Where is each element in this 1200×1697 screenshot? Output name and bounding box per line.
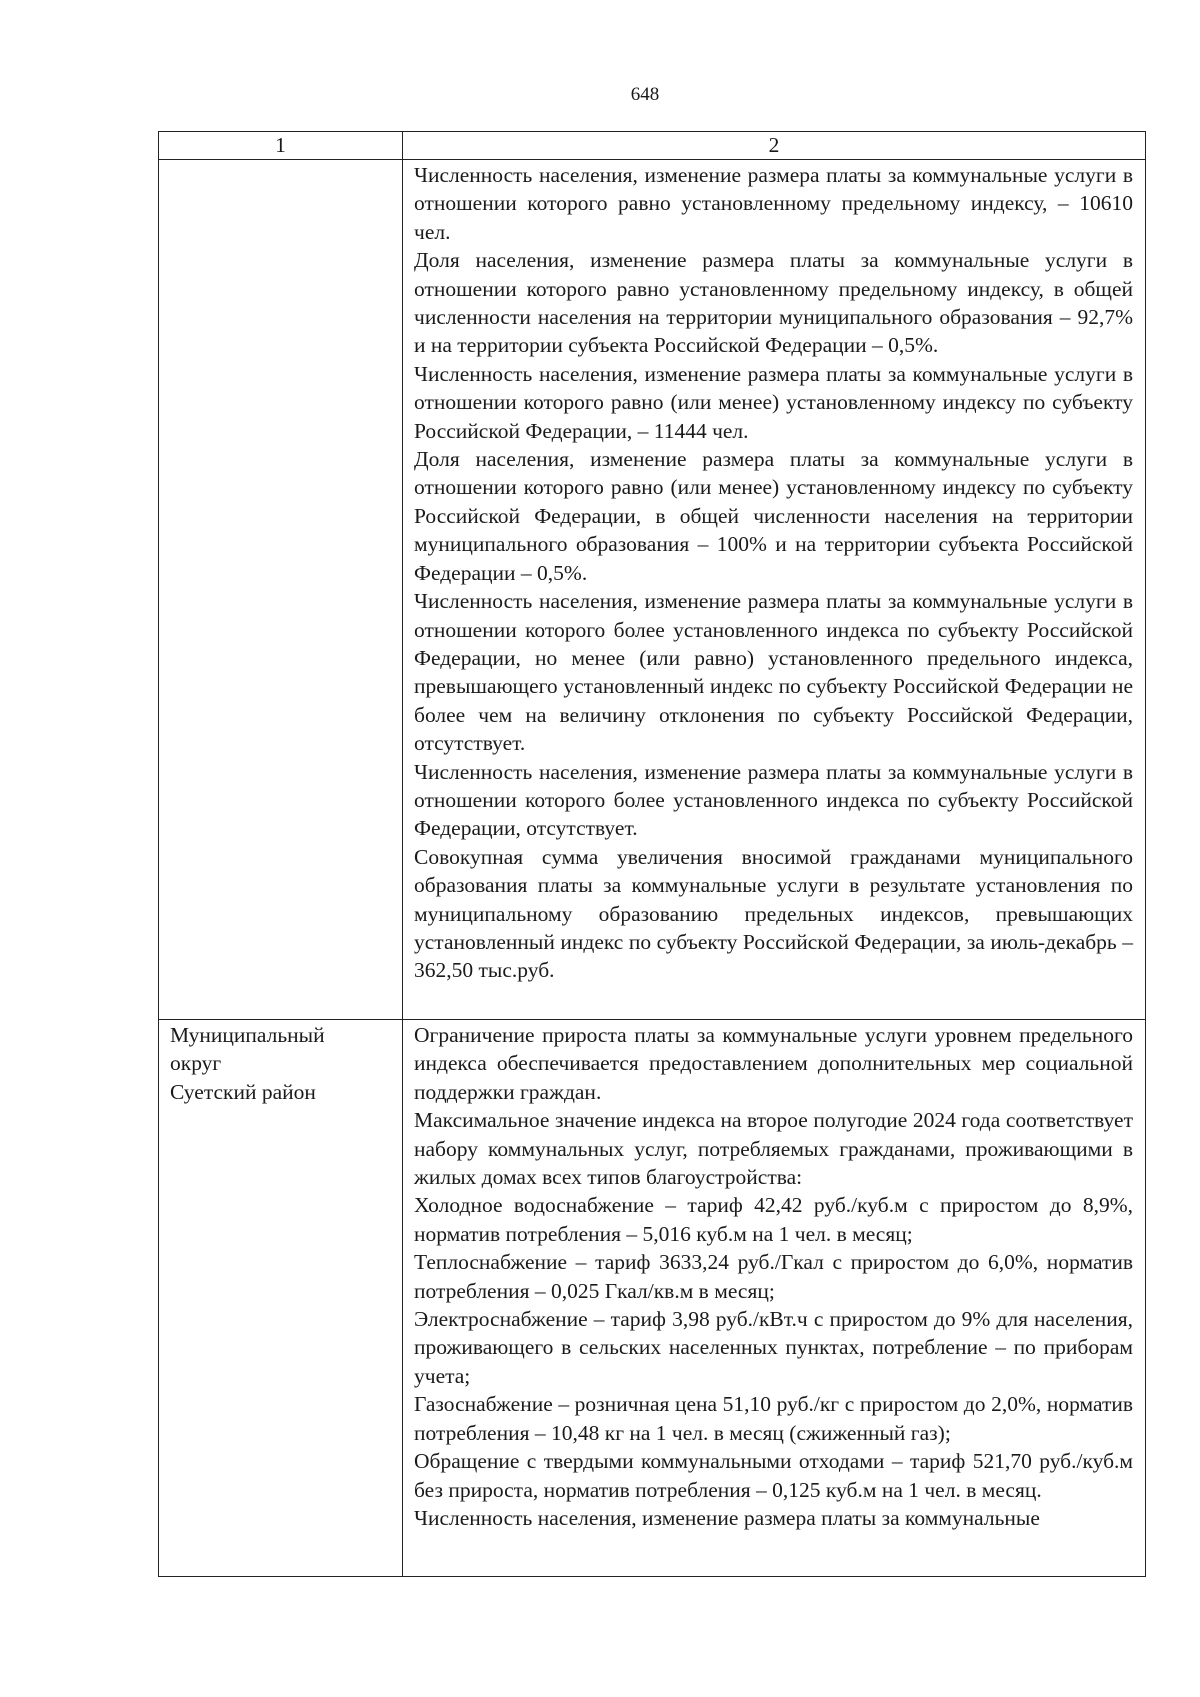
paragraph: Обращение с твердыми коммунальными отходами – тариф 521,70 руб./куб.м без прироста, норматив потребления – 0,125 куб.м на 1 чел. в месяц. xyxy=(414,1449,1133,1502)
region-cell xyxy=(159,160,403,1020)
paragraph: Совокупная сумма увеличения вносимой гражданами муниципального образования платы за коммунальные услуги в результате установления по муниципальному образованию предельных индексов, превышающих установленный индекс по субъекту Российской Федерации, за июль-декабрь – 362,50 тыс.руб. xyxy=(414,844,1133,983)
paragraph: Доля населения, изменение размера платы за коммунальные услуги в отношении которого равно установленному предельному индексу, в общей численности населения на территории муниципального образования – 92,7% и на территории субъекта Российской Федерации – 0,5%. xyxy=(414,248,1133,358)
table-row xyxy=(159,160,1146,1020)
region-name-line: Суетский район xyxy=(170,1079,316,1104)
paragraph: Численность населения, изменение размера платы за коммунальные услуги в отношении которого более установленного индекса по субъекту Российской Федерации, но менее (или равно) установленного предельного индекса, превышающего установленный индекс по субъекту Российской Федерации не более чем на величину отклонения по субъекту Российской Федерации, отсутствует. xyxy=(414,589,1133,756)
region-name-line: Муниципальный xyxy=(170,1023,325,1047)
paragraph: Теплоснабжение – тариф 3633,24 руб./Гкал с приростом до 6,0%, норматив потребления – 0,025 Гкал/кв.м в месяц; xyxy=(414,1250,1133,1303)
paragraph: Численность населения, изменение размера платы за коммунальные услуги в отношении которого более установленного индекса по субъекту Российской Федерации, отсутствует. xyxy=(414,759,1133,841)
document-table xyxy=(158,131,1146,1577)
column-header-1: 1 xyxy=(159,132,403,160)
page-number: 648 xyxy=(630,84,660,105)
paragraph: Газоснабжение – розничная цена 51,10 руб./кг с приростом до 2,0%, норматив потребления – 10,48 кг на 1 чел. в месяц (сжиженный газ); xyxy=(414,1392,1133,1445)
region-name-line: округ xyxy=(170,1051,222,1076)
region-cell xyxy=(159,1020,403,1577)
column-header-2: 2 xyxy=(403,132,1146,160)
paragraph: Электроснабжение – тариф 3,98 руб./кВт.ч с приростом до 9% для населения, проживающего в сельских населенных пунктах, потребление – по приборам учета; xyxy=(414,1307,1133,1388)
description-cell xyxy=(403,1020,1146,1577)
description-cell xyxy=(403,160,1146,1020)
paragraph: Численность населения, изменение размера платы за коммунальные услуги в отношении которого равно (или менее) установленному индексу по субъекту Российской Федерации, – 11444 чел. xyxy=(414,361,1133,443)
paragraph: Численность населения, изменение размера платы за коммунальные услуги в отношении которого равно установленному предельному индексу, – 10610 чел. xyxy=(414,163,1133,244)
paragraph: Доля населения, изменение размера платы за коммунальные услуги в отношении которого равно (или менее) установленному индексу по субъекту Российской Федерации, в общей численности населения на территории муниципального образования – 100% и на территории субъекта Российской Федерации – 0,5%. xyxy=(414,447,1133,585)
paragraph: Максимальное значение индекса на второе полугодие 2024 года соответствует набору коммунальных услуг, потребляемых гражданами, проживающими в жилых домах всех типов благоустройства: xyxy=(414,1108,1133,1190)
table-header-row xyxy=(159,132,1146,160)
paragraph: Холодное водоснабжение – тариф 42,42 руб./куб.м с приростом до 8,9%, норматив потребления – 5,016 куб.м на 1 чел. в месяц; xyxy=(414,1193,1133,1246)
paragraph: Ограничение прироста платы за коммунальные услуги уровнем предельного индекса обеспечивается предоставлением дополнительных мер социальной поддержки граждан. xyxy=(414,1023,1133,1104)
table-row xyxy=(159,1020,1146,1577)
paragraph: Численность населения, изменение размера платы за коммунальные xyxy=(414,1505,1040,1530)
